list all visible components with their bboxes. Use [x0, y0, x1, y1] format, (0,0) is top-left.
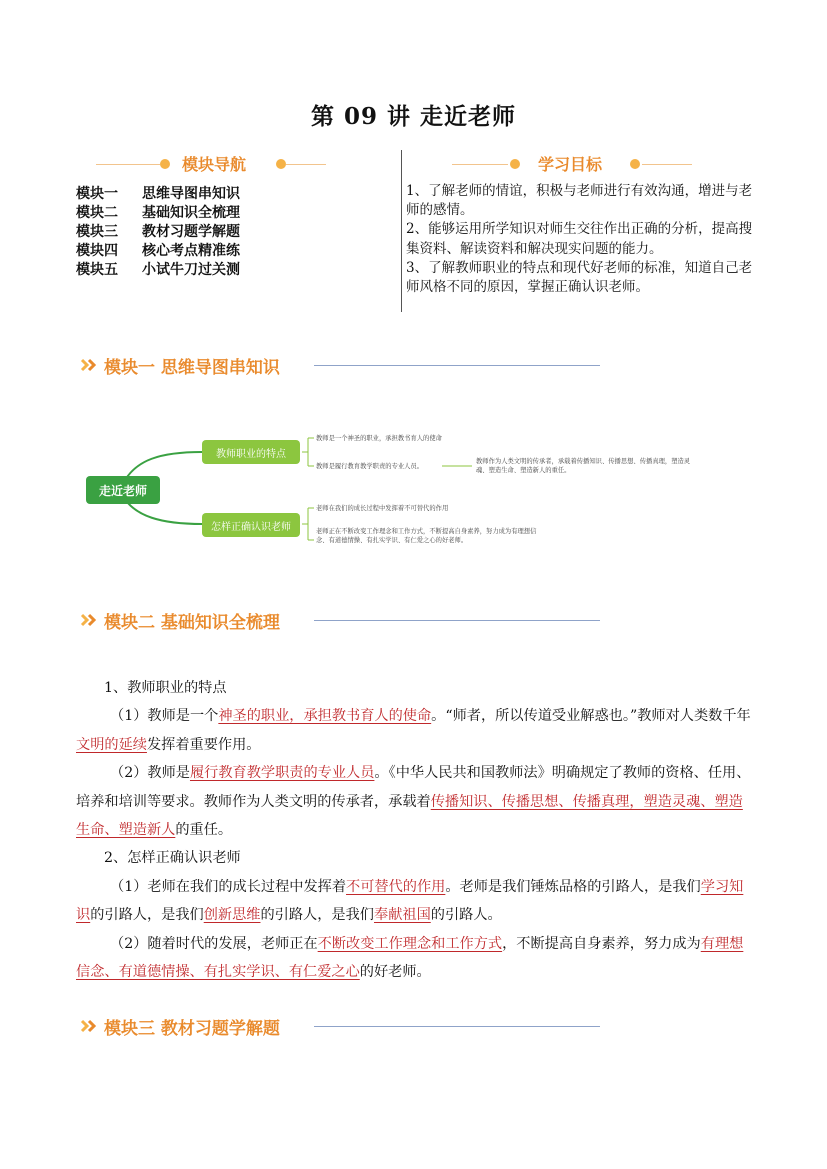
text-run: 的重任。	[175, 822, 233, 839]
text-run: ，不断提高自身素养，努力成为	[502, 935, 701, 952]
module-nav-item[interactable]	[76, 204, 240, 223]
key-point: 神圣的职业，承担教书育人的使命	[218, 708, 432, 725]
module-nav-label: 思维导图串知识	[142, 186, 240, 202]
page-title: 第 09 讲 走近老师	[310, 103, 517, 130]
key-point: 传播知识、传播思想、传播真理，塑造灵魂、塑造生命、塑造新人	[76, 793, 743, 839]
section-heading: 2、怎样正确认识老师	[104, 850, 241, 867]
mind-map-leaf: 老师在我们的成长过程中发挥着不可替代的作用	[316, 505, 449, 512]
key-point: 不断改变工作理念和工作方式	[317, 935, 503, 952]
heading-line-left	[452, 164, 508, 165]
module-nav-label: 核心考点精准练	[142, 243, 240, 259]
paragraph	[76, 702, 754, 759]
double-chevron-icon	[80, 357, 100, 373]
key-point: 学习知识	[76, 878, 744, 924]
learning-goal-item: 3、了解教师职业的特点和现代好老师的标准，知道自己老师风格不同的原因，掌握正确认识老师。	[406, 259, 753, 296]
knowledge-section	[76, 674, 754, 986]
learning-goals-list	[406, 182, 756, 297]
mind-map-leaf: 教师作为人类文明的传承者，承载着传播知识、传播思想、传播真理，塑造灵	[476, 458, 691, 465]
heading-dot-left	[510, 159, 520, 169]
module-nav-item[interactable]	[76, 185, 240, 204]
module-nav-label: 教材习题学解题	[142, 224, 240, 240]
key-point: 履行教育教学职责的专业人员	[189, 765, 375, 782]
mind-map-root: 走近老师	[86, 476, 160, 504]
mind-map	[80, 420, 691, 560]
module-nav-item[interactable]	[76, 242, 240, 261]
module-rule	[314, 1026, 600, 1027]
paragraph	[76, 930, 754, 987]
key-point: 文明的延续	[76, 736, 147, 753]
mind-map-leaf: 教师是一个神圣的职业，承担教书育人的使命	[316, 435, 442, 442]
mind-map-branch: 教师职业的特点	[202, 440, 300, 464]
module1-title: 模块一 思维导图串知识	[104, 358, 280, 378]
module2-title: 模块二 基础知识全梳理	[104, 613, 280, 633]
module-nav-title: 模块导航	[182, 155, 247, 174]
section-heading: 1、教师职业的特点	[104, 680, 227, 696]
text-run: 的引路人，是我们	[90, 907, 204, 924]
mind-map-leaf: 念、有道德情操、有扎实学识、有仁爱之心的好老师。	[316, 537, 468, 544]
module-nav-heading	[96, 152, 296, 176]
learning-goals-title: 学习目标	[538, 155, 603, 174]
module-nav-key: 模块二	[76, 205, 118, 221]
paragraph	[76, 873, 754, 930]
text-run: 的引路人。	[430, 907, 502, 924]
mind-map-leaf: 老师正在不断改变工作理念和工作方式，不断提高自身素养，努力成为有理想信	[316, 528, 537, 535]
text-run: 的引路人，是我们	[260, 907, 374, 924]
text-run: 的好老师。	[359, 964, 431, 981]
module-nav-label: 小试牛刀过关测	[142, 262, 240, 278]
key-point: 有理想信念、有道德情操、有扎实学识、有仁爱之心	[76, 935, 744, 981]
heading-line-right	[642, 164, 692, 165]
module3-title: 模块三 教材习题学解题	[104, 1019, 280, 1039]
text-run: （1）教师是一个	[110, 708, 219, 725]
module-nav-label: 基础知识全梳理	[142, 205, 240, 221]
heading-line-right	[286, 164, 326, 165]
paragraph	[76, 759, 754, 844]
module-nav-key: 模块三	[76, 224, 118, 240]
heading-dot-right	[276, 159, 286, 169]
module-rule	[314, 365, 600, 366]
text-run: （1）老师在我们的成长过程中发挥着	[110, 878, 347, 895]
learning-goal-item: 1、了解老师的情谊，积极与老师进行有效沟通，增进与老师的感情。	[406, 183, 753, 219]
mind-map-leaf: 魂、塑造生命、塑造新人的重任。	[476, 467, 571, 474]
learning-goal-item: 2、能够运用所学知识对师生交往作出正确的分析，提高搜集资料、解读资料和解决现实问题的能力。	[406, 221, 753, 257]
text-run: 。老师是我们锤炼品格的引路人，是我们	[445, 878, 701, 895]
module-nav-key: 模块一	[76, 186, 118, 202]
module-nav-list	[76, 185, 240, 280]
double-chevron-icon	[80, 612, 100, 628]
module-nav-key: 模块四	[76, 243, 118, 259]
module-rule	[314, 620, 600, 621]
module1-header	[80, 353, 600, 377]
text-run: 发挥着重要作用。	[146, 736, 261, 753]
column-divider	[401, 150, 402, 312]
heading-dot-left	[160, 159, 170, 169]
module3-header	[80, 1014, 600, 1038]
mind-map-branch: 怎样正确认识老师	[202, 513, 300, 537]
text-run: （2）随着时代的发展，老师正在	[110, 935, 318, 952]
mind-map-leaf: 教师是履行教育教学职责的专业人员。	[316, 463, 424, 470]
double-chevron-icon	[80, 1018, 100, 1034]
module-nav-item[interactable]	[76, 223, 240, 242]
key-point: 奉献祖国	[374, 907, 431, 924]
key-point: 不可替代的作用	[346, 878, 446, 895]
heading-dot-right	[630, 159, 640, 169]
learning-goals-heading	[452, 152, 702, 176]
text-run: （2）教师是	[110, 765, 190, 782]
key-point: 创新思维	[203, 907, 261, 924]
text-run: 。《中华人民共和国教师法》明确规定了教师的资格、任用、培养和培训等要求。教师作为人类文明的传承者，承载着	[76, 765, 751, 810]
module2-header	[80, 608, 600, 632]
text-run: 。“师者，所以传道受业解惑也。”教师对人类数千年	[431, 708, 751, 725]
module-nav-item[interactable]	[76, 261, 240, 280]
heading-line-left	[96, 164, 160, 165]
module-nav-key: 模块五	[76, 262, 118, 278]
